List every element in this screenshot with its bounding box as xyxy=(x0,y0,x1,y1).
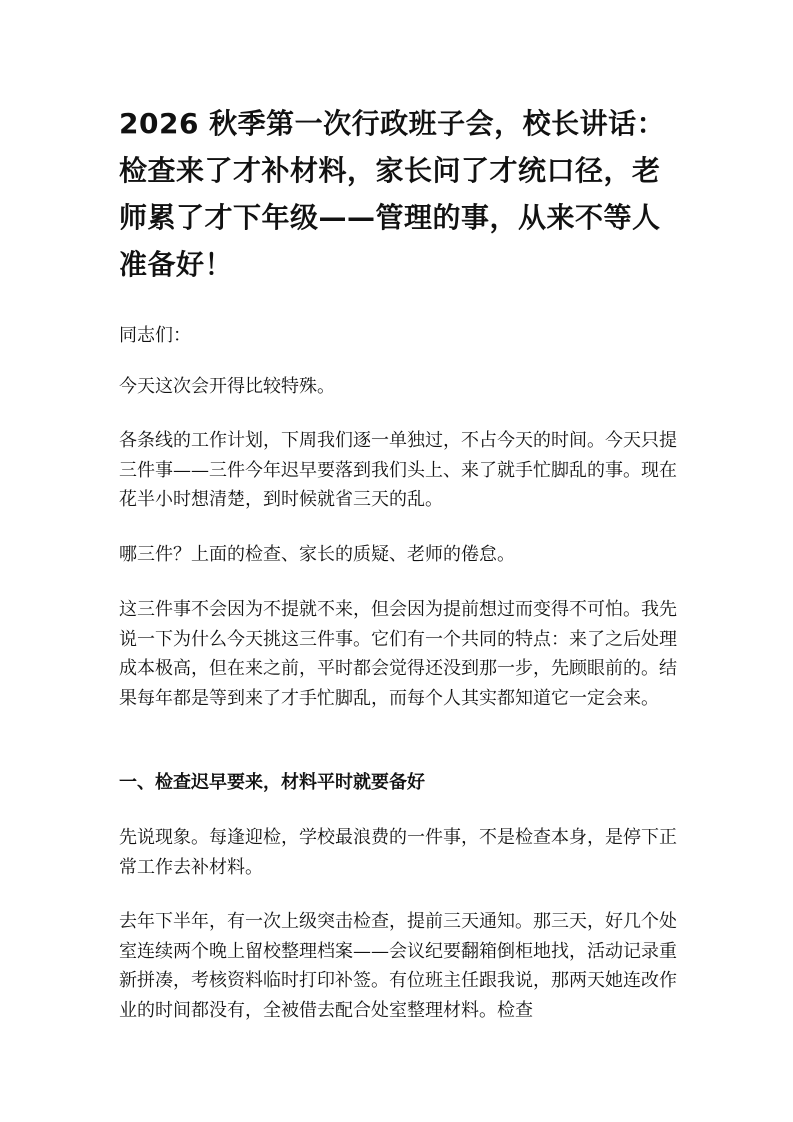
salutation: 同志们： xyxy=(119,325,191,346)
section-heading-1: 一、检查迟早要来，材料平时就要备好 xyxy=(119,772,425,793)
paragraph-1: 今天这次会开得比较特殊。 xyxy=(119,376,335,397)
document-title: 2026 秋季第一次行政班子会，校长讲话：检查来了才补材料，家长问了才统口径，老师累了才下年级——管理的事，从来不等人准备好！ xyxy=(119,107,666,281)
paragraph-4: 这三件事不会因为不提就不来，但会因为提前想过而变得不可怕。我先说一下为什么今天挑这三件事。它们有一个共同的特点：来了之后处理成本极高，但在来之前，平时都会觉得还没到那一步，先顾眼前的。结果每年都是等到来了才手忙脚乱，而每个人其实都知道它一定会来。 xyxy=(119,599,677,709)
section-1-paragraph-1: 先说现象。每逢迎检，学校最浪费的一件事，不是检查本身，是停下正常工作去补材料。 xyxy=(119,827,677,878)
paragraph-2: 各条线的工作计划，下周我们逐一单独过，不占今天的时间。今天只提三件事——三件今年迟早要落到我们头上、来了就手忙脚乱的事。现在花半小时想清楚，到时候就省三天的乱。 xyxy=(119,430,677,510)
paragraph-3: 哪三件？上面的检查、家长的质疑、老师的倦怠。 xyxy=(119,544,515,565)
section-1-paragraph-2: 去年下半年，有一次上级突击检查，提前三天通知。那三天，好几个处室连续两个晚上留校整理档案——会议纪要翻箱倒柜地找，活动记录重新拼凑，考核资料临时打印补签。有位班主任跟我说，那两天她连改作业的时间都没有，全被借去配合处室整理材料。检查 xyxy=(119,911,677,1021)
